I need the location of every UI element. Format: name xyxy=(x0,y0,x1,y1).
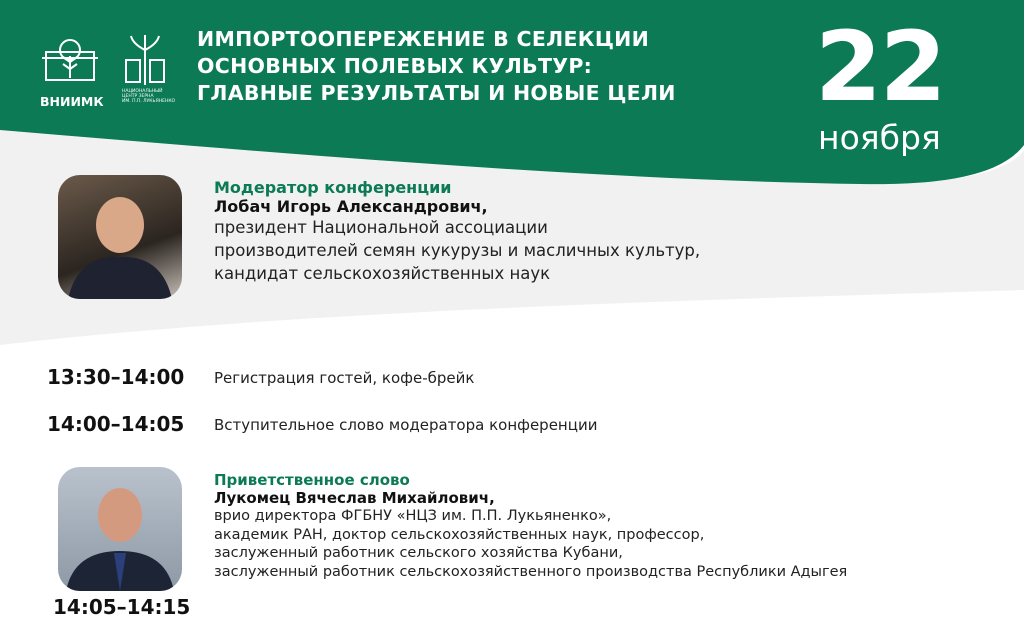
speaker-photo xyxy=(58,467,182,591)
moderator-desc-line: производителей семян кукурузы и масличных культур, xyxy=(214,241,701,260)
schedule-activity: Вступительное слово модератора конференции xyxy=(214,416,598,434)
event-day: 22 xyxy=(815,11,945,123)
speaker-desc-line: академик РАН, доктор сельскохозяйственных наук, профессор, xyxy=(214,526,705,543)
title-line: ГЛАВНЫЕ РЕЗУЛЬТАТЫ И НОВЫЕ ЦЕЛИ xyxy=(197,81,676,105)
schedule-time: 14:00–14:05 xyxy=(47,412,185,436)
title-line: ИМПОРТООПЕРЕЖЕНИЕ В СЕЛЕКЦИИ xyxy=(197,27,650,51)
ncz-logo-line: ИМ. П.П. ЛУКЬЯНЕНКО xyxy=(122,99,176,104)
event-title xyxy=(197,26,676,107)
ncz-logo-line: НАЦИОНАЛЬНЫЙ xyxy=(122,89,163,94)
moderator-desc-line: кандидат сельскохозяйственных наук xyxy=(214,264,551,283)
ncz-emblem-icon xyxy=(122,30,168,85)
speaker-name: Лукомец Вячеслав Михайлович, xyxy=(214,489,495,507)
vniimk-logo xyxy=(40,30,104,109)
schedule-activity: Регистрация гостей, кофе-брейк xyxy=(214,369,475,387)
speaker-desc-line: врио директора ФГБНУ «НЦЗ им. П.П. Лукьяненко», xyxy=(214,508,612,524)
schedule-time: 13:30–14:00 xyxy=(47,365,185,389)
moderator-name: Лобач Игорь Александрович, xyxy=(214,197,488,216)
speaker-desc-line: заслуженный работник сельскохозяйственного производства Республики Адыгея xyxy=(214,563,848,580)
vniimk-emblem-icon xyxy=(40,30,100,82)
title-line: ОСНОВНЫХ ПОЛЕВЫХ КУЛЬТУР: xyxy=(197,54,593,78)
vniimk-logo-text: ВНИИМК xyxy=(40,94,104,109)
ncz-logo-line: ЦЕНТР ЗЕРНА xyxy=(122,94,154,99)
moderator-desc-line: президент Национальной ассоциации xyxy=(214,218,548,237)
ncz-logo xyxy=(122,30,175,104)
event-month: ноября xyxy=(818,118,941,157)
moderator-label: Модератор конференции xyxy=(214,178,452,197)
speaker-desc-line: заслуженный работник сельского хозяйства Кубани, xyxy=(214,545,623,561)
speaker-label: Приветственное слово xyxy=(214,471,410,489)
speaker-time: 14:05–14:15 xyxy=(53,595,191,619)
moderator-photo xyxy=(58,175,182,299)
